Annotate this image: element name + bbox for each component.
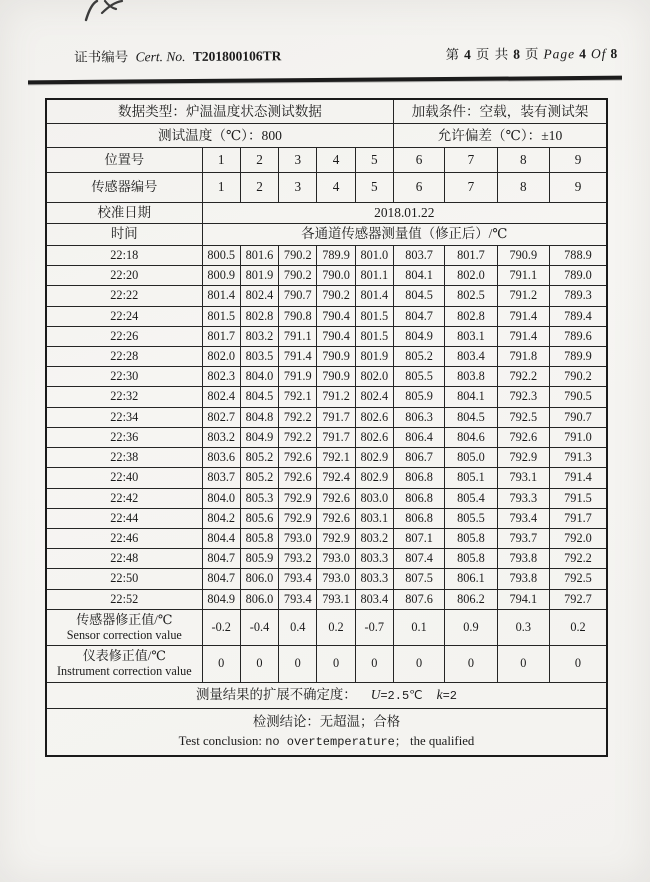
data-row xyxy=(46,367,607,387)
sensor-correction-value: 0.4 xyxy=(279,609,317,646)
value-cell: 790.9 xyxy=(317,367,355,387)
time-cell: 22:30 xyxy=(46,367,202,387)
value-cell: 807.6 xyxy=(393,589,444,609)
uncertainty-k-value: =2 xyxy=(442,688,457,703)
uncertainty-k-symbol: k xyxy=(436,686,443,702)
value-cell: 802.8 xyxy=(445,306,497,326)
sensor-correction-value: -0.7 xyxy=(355,609,393,646)
value-cell: 792.2 xyxy=(279,407,317,427)
value-cell: 792.6 xyxy=(279,468,317,488)
value-cell: 790.9 xyxy=(317,347,355,367)
value-cell: 806.2 xyxy=(445,589,497,609)
value-cell: 789.9 xyxy=(550,347,608,367)
data-row xyxy=(46,286,607,306)
value-cell: 790.5 xyxy=(550,387,608,407)
value-cell: 804.2 xyxy=(202,508,240,528)
data-rows-body xyxy=(46,246,607,610)
value-cell: 802.4 xyxy=(355,387,393,407)
certificate-number-line xyxy=(74,44,285,65)
conclusion-zh: 检测结论：无超温；合格 xyxy=(252,713,401,729)
value-cell: 793.4 xyxy=(279,589,317,609)
value-cell: 792.9 xyxy=(317,528,355,548)
sensor-correction-value: -0.2 xyxy=(202,609,240,646)
conclusion-en-suffix: the qualified xyxy=(410,733,475,748)
value-cell: 805.4 xyxy=(445,488,497,508)
sensor-number-value: 3 xyxy=(279,173,317,202)
value-cell: 806.1 xyxy=(445,569,497,589)
sensor-number-value: 5 xyxy=(355,173,393,202)
data-row xyxy=(46,528,607,548)
value-cell: 793.2 xyxy=(279,549,317,569)
instrument-correction-value: 0 xyxy=(279,646,317,683)
instrument-correction-value: 0 xyxy=(497,646,549,683)
value-cell: 792.4 xyxy=(317,468,355,488)
value-cell: 788.9 xyxy=(550,246,608,266)
value-cell: 802.9 xyxy=(355,468,393,488)
value-cell: 803.3 xyxy=(355,549,393,569)
value-cell: 801.5 xyxy=(355,306,393,326)
conclusion-en-mono: no overtemperature； xyxy=(265,734,407,749)
instrument-correction-row xyxy=(46,646,607,683)
value-cell: 790.0 xyxy=(317,266,355,286)
value-cell: 801.7 xyxy=(202,326,240,346)
time-cell: 22:40 xyxy=(46,468,202,488)
position-value: 2 xyxy=(240,147,278,172)
value-cell: 803.3 xyxy=(355,569,393,589)
test-temperature-cell: 测试温度（℃）：800 xyxy=(46,123,393,147)
value-cell: 791.2 xyxy=(497,286,549,306)
value-cell: 793.0 xyxy=(279,528,317,548)
value-cell: 805.5 xyxy=(393,367,444,387)
position-value: 6 xyxy=(393,147,444,172)
conclusion-row xyxy=(46,708,607,756)
value-cell: 805.2 xyxy=(393,347,444,367)
value-cell: 791.4 xyxy=(279,347,317,367)
value-cell: 793.3 xyxy=(497,488,549,508)
value-cell: 801.5 xyxy=(202,306,240,326)
value-cell: 791.9 xyxy=(279,367,317,387)
uncertainty-u-value: =2.5℃ xyxy=(380,688,423,703)
value-cell: 789.3 xyxy=(550,286,608,306)
value-cell: 790.4 xyxy=(317,306,355,326)
page-zh-suffix: 页 xyxy=(524,46,540,62)
load-condition-cell: 加载条件：空载，装有测试架 xyxy=(393,99,607,124)
value-cell: 792.2 xyxy=(279,427,317,447)
value-cell: 803.2 xyxy=(202,427,240,447)
value-cell: 801.9 xyxy=(240,266,278,286)
time-cell: 22:22 xyxy=(46,286,202,306)
time-cell: 22:52 xyxy=(46,589,202,609)
value-cell: 803.1 xyxy=(445,326,497,346)
page-number-line xyxy=(443,42,620,63)
time-cell: 22:20 xyxy=(46,266,202,286)
data-row xyxy=(46,549,607,569)
time-header-label: 时间 xyxy=(46,224,202,246)
instrument-correction-label-zh: 仪表修正值/℃ xyxy=(82,648,166,664)
data-row xyxy=(46,589,607,609)
page-total-en: 8 xyxy=(610,45,619,62)
value-cell: 804.8 xyxy=(240,407,278,427)
value-cell: 793.8 xyxy=(497,569,549,589)
value-cell: 805.0 xyxy=(445,448,497,468)
value-cell: 791.7 xyxy=(317,427,355,447)
sensor-number-value: 8 xyxy=(497,173,549,202)
value-cell: 792.2 xyxy=(497,367,549,387)
value-cell: 802.4 xyxy=(202,387,240,407)
cert-label-en: Cert. No. xyxy=(135,48,186,65)
value-cell: 789.9 xyxy=(317,246,355,266)
value-cell: 803.6 xyxy=(202,448,240,468)
page-zh-prefix: 第 xyxy=(445,47,461,63)
sensor-correction-value: 0.2 xyxy=(550,609,608,646)
value-cell: 803.4 xyxy=(355,589,393,609)
sensor-correction-label-en: Sensor correction value xyxy=(66,627,182,642)
value-cell: 802.8 xyxy=(240,306,278,326)
value-cell: 790.8 xyxy=(279,306,317,326)
uncertainty-prefix: 测量结果的扩展不确定度： xyxy=(196,686,357,702)
position-value: 3 xyxy=(279,147,317,172)
value-cell: 807.1 xyxy=(393,528,444,548)
sensor-number-value: 2 xyxy=(240,173,278,202)
value-cell: 806.0 xyxy=(240,589,278,609)
page-header xyxy=(0,0,650,66)
value-cell: 803.7 xyxy=(202,468,240,488)
value-cell: 803.2 xyxy=(240,326,278,346)
value-cell: 791.7 xyxy=(317,407,355,427)
value-cell: 804.7 xyxy=(202,549,240,569)
value-cell: 792.5 xyxy=(497,407,549,427)
value-cell: 790.2 xyxy=(317,286,355,306)
sensor-correction-value: 0.3 xyxy=(497,609,549,646)
instrument-correction-label xyxy=(46,646,202,683)
value-cell: 805.8 xyxy=(240,528,278,548)
time-cell: 22:28 xyxy=(46,347,202,367)
value-cell: 791.1 xyxy=(497,266,549,286)
value-cell: 793.4 xyxy=(497,508,549,528)
value-cell: 792.6 xyxy=(317,508,355,528)
value-cell: 806.8 xyxy=(393,508,444,528)
position-value: 4 xyxy=(317,147,355,172)
value-cell: 790.7 xyxy=(279,286,317,306)
value-cell: 793.0 xyxy=(317,569,355,589)
value-cell: 805.9 xyxy=(393,387,444,407)
uncertainty-cell xyxy=(46,682,607,708)
value-cell: 805.2 xyxy=(240,448,278,468)
value-cell: 793.1 xyxy=(317,589,355,609)
time-header-row xyxy=(46,224,607,246)
value-cell: 792.7 xyxy=(550,589,608,609)
time-cell: 22:38 xyxy=(46,448,202,468)
page-zh-mid: 页 共 xyxy=(475,46,510,62)
instrument-correction-label-en: Instrument correction value xyxy=(56,664,192,679)
data-row xyxy=(46,488,607,508)
value-cell: 793.4 xyxy=(279,569,317,589)
value-cell: 802.7 xyxy=(202,407,240,427)
data-row xyxy=(46,387,607,407)
value-cell: 801.1 xyxy=(355,266,393,286)
position-value: 7 xyxy=(445,147,497,172)
data-row xyxy=(46,569,607,589)
value-cell: 807.4 xyxy=(393,549,444,569)
page-total-zh: 8 xyxy=(513,46,521,62)
value-cell: 802.0 xyxy=(202,347,240,367)
value-cell: 791.1 xyxy=(279,326,317,346)
time-cell: 22:50 xyxy=(46,569,202,589)
value-cell: 792.9 xyxy=(497,448,549,468)
sensor-number-value: 1 xyxy=(202,173,240,202)
value-cell: 794.1 xyxy=(497,589,549,609)
value-cell: 806.3 xyxy=(393,407,444,427)
position-value: 1 xyxy=(202,147,240,172)
value-cell: 802.6 xyxy=(355,407,393,427)
value-cell: 792.1 xyxy=(317,448,355,468)
value-cell: 790.4 xyxy=(317,326,355,346)
value-cell: 804.9 xyxy=(393,326,444,346)
value-cell: 803.2 xyxy=(355,528,393,548)
value-cell: 803.8 xyxy=(445,367,497,387)
value-cell: 804.5 xyxy=(445,407,497,427)
conclusion-en xyxy=(47,732,606,751)
time-cell: 22:42 xyxy=(46,488,202,508)
value-cell: 805.6 xyxy=(240,508,278,528)
value-cell: 792.6 xyxy=(279,448,317,468)
data-row xyxy=(46,246,607,266)
header-rule xyxy=(28,76,622,84)
value-cell: 793.8 xyxy=(497,549,549,569)
value-cell: 789.4 xyxy=(550,306,608,326)
value-cell: 804.0 xyxy=(240,367,278,387)
page-en-label: Page xyxy=(543,46,576,62)
value-cell: 790.2 xyxy=(279,246,317,266)
value-cell: 804.9 xyxy=(202,589,240,609)
value-cell: 806.8 xyxy=(393,468,444,488)
value-cell: 805.1 xyxy=(445,468,497,488)
position-row xyxy=(46,147,607,172)
value-cell: 792.9 xyxy=(279,508,317,528)
value-cell: 804.1 xyxy=(393,266,444,286)
value-cell: 806.0 xyxy=(240,569,278,589)
value-cell: 805.9 xyxy=(240,549,278,569)
value-cell: 801.5 xyxy=(355,326,393,346)
data-type-cell: 数据类型：炉温温度状态测试数据 xyxy=(46,99,393,124)
time-cell: 22:32 xyxy=(46,387,202,407)
value-cell: 792.3 xyxy=(497,387,549,407)
value-cell: 791.5 xyxy=(550,488,608,508)
value-cell: 801.0 xyxy=(355,246,393,266)
sensor-number-value: 4 xyxy=(317,173,355,202)
value-cell: 791.8 xyxy=(497,347,549,367)
value-cell: 791.7 xyxy=(550,508,608,528)
cert-number: T201800106TR xyxy=(192,48,282,64)
conclusion-cell xyxy=(46,708,607,756)
sensor-correction-row xyxy=(46,609,607,646)
allowed-deviation-cell: 允许偏差（℃）：±10 xyxy=(393,123,607,147)
sensor-number-value: 6 xyxy=(393,173,444,202)
info-row-datatype xyxy=(46,99,607,124)
value-cell: 807.5 xyxy=(393,569,444,589)
page-current-zh: 4 xyxy=(463,46,472,63)
value-cell: 804.5 xyxy=(393,286,444,306)
data-row xyxy=(46,306,607,326)
value-cell: 802.0 xyxy=(445,266,497,286)
value-cell: 805.5 xyxy=(445,508,497,528)
cert-label-zh: 证书编号 xyxy=(74,49,129,65)
value-cell: 806.8 xyxy=(393,488,444,508)
sensor-correction-value: 0.1 xyxy=(393,609,444,646)
value-cell: 802.9 xyxy=(355,448,393,468)
value-cell: 805.8 xyxy=(445,528,497,548)
value-cell: 802.0 xyxy=(355,367,393,387)
value-cell: 801.7 xyxy=(445,246,497,266)
sensor-number-row xyxy=(46,173,607,202)
value-cell: 804.7 xyxy=(393,306,444,326)
time-cell: 22:46 xyxy=(46,528,202,548)
value-cell: 803.0 xyxy=(355,488,393,508)
position-value: 9 xyxy=(550,147,608,172)
value-cell: 801.6 xyxy=(240,246,278,266)
page-current-en: 4 xyxy=(579,46,587,62)
time-cell: 22:36 xyxy=(46,427,202,447)
conclusion-en-prefix: Test conclusion: xyxy=(178,733,262,748)
value-cell: 804.6 xyxy=(445,427,497,447)
sensor-number-label: 传感器编号 xyxy=(46,173,202,202)
value-cell: 791.2 xyxy=(317,387,355,407)
data-row xyxy=(46,266,607,286)
instrument-correction-value: 0 xyxy=(445,646,497,683)
sensor-correction-label-zh: 传感器修正值/℃ xyxy=(76,611,173,627)
data-row xyxy=(46,508,607,528)
instrument-correction-value: 0 xyxy=(240,646,278,683)
value-cell: 804.4 xyxy=(202,528,240,548)
value-cell: 803.4 xyxy=(445,347,497,367)
value-cell: 804.1 xyxy=(445,387,497,407)
value-cell: 791.4 xyxy=(550,468,608,488)
value-cell: 802.6 xyxy=(355,427,393,447)
sensor-correction-label xyxy=(46,609,202,646)
value-cell: 802.3 xyxy=(202,367,240,387)
value-cell: 793.0 xyxy=(317,549,355,569)
instrument-correction-value: 0 xyxy=(317,646,355,683)
value-cell: 806.7 xyxy=(393,448,444,468)
uncertainty-row xyxy=(46,682,607,708)
value-cell: 803.1 xyxy=(355,508,393,528)
instrument-correction-value: 0 xyxy=(202,646,240,683)
position-label: 位置号 xyxy=(46,147,202,172)
value-cell: 793.7 xyxy=(497,528,549,548)
position-value: 5 xyxy=(355,147,393,172)
info-row-temperature xyxy=(46,123,607,147)
value-cell: 801.4 xyxy=(355,286,393,306)
value-cell: 792.5 xyxy=(550,569,608,589)
value-cell: 790.9 xyxy=(497,246,549,266)
value-cell: 789.6 xyxy=(550,326,608,346)
position-value: 8 xyxy=(497,147,549,172)
data-row xyxy=(46,448,607,468)
value-cell: 801.9 xyxy=(355,347,393,367)
value-cell: 806.4 xyxy=(393,427,444,447)
value-cell: 800.9 xyxy=(202,266,240,286)
value-cell: 790.2 xyxy=(550,367,608,387)
value-cell: 790.2 xyxy=(279,266,317,286)
value-cell: 805.2 xyxy=(240,468,278,488)
calibration-date-value: 2018.01.22 xyxy=(202,202,607,224)
value-cell: 792.2 xyxy=(550,549,608,569)
calibration-date-row xyxy=(46,202,607,224)
value-cell: 789.0 xyxy=(550,266,608,286)
value-cell: 791.0 xyxy=(550,427,608,447)
data-row xyxy=(46,347,607,367)
value-cell: 802.4 xyxy=(240,286,278,306)
data-row xyxy=(46,407,607,427)
sensor-correction-value: 0.9 xyxy=(445,609,497,646)
value-cell: 804.0 xyxy=(202,488,240,508)
value-cell: 800.5 xyxy=(202,246,240,266)
uncertainty-u-symbol: U xyxy=(370,686,381,702)
value-cell: 804.7 xyxy=(202,569,240,589)
value-cell: 792.6 xyxy=(497,427,549,447)
instrument-correction-value: 0 xyxy=(393,646,444,683)
value-cell: 792.1 xyxy=(279,387,317,407)
page-en-of: Of xyxy=(590,46,607,62)
time-cell: 22:34 xyxy=(46,407,202,427)
data-row xyxy=(46,427,607,447)
value-cell: 791.4 xyxy=(497,326,549,346)
value-cell: 805.8 xyxy=(445,549,497,569)
calibration-date-label: 校准日期 xyxy=(46,202,202,224)
value-cell: 801.4 xyxy=(202,286,240,306)
sensor-correction-value: 0.2 xyxy=(317,609,355,646)
value-cell: 803.7 xyxy=(393,246,444,266)
value-cell: 791.3 xyxy=(550,448,608,468)
instrument-correction-value: 0 xyxy=(550,646,608,683)
value-cell: 792.0 xyxy=(550,528,608,548)
value-cell: 792.6 xyxy=(317,488,355,508)
value-cell: 791.4 xyxy=(497,306,549,326)
time-cell: 22:48 xyxy=(46,549,202,569)
value-cell: 803.5 xyxy=(240,347,278,367)
sensor-correction-value: -0.4 xyxy=(240,609,278,646)
data-row xyxy=(46,468,607,488)
time-cell: 22:18 xyxy=(46,246,202,266)
value-cell: 804.5 xyxy=(240,387,278,407)
time-cell: 22:24 xyxy=(46,306,202,326)
value-cell: 805.3 xyxy=(240,488,278,508)
data-row xyxy=(46,326,607,346)
time-cell: 22:44 xyxy=(46,508,202,528)
value-cell: 802.5 xyxy=(445,286,497,306)
sensor-number-value: 9 xyxy=(550,173,608,202)
value-cell: 792.9 xyxy=(279,488,317,508)
sensor-number-value: 7 xyxy=(445,173,497,202)
time-cell: 22:26 xyxy=(46,326,202,346)
instrument-correction-value: 0 xyxy=(355,646,393,683)
channel-values-header: 各通道传感器测量值（修正后）/℃ xyxy=(202,224,607,246)
value-cell: 804.9 xyxy=(240,427,278,447)
measurement-table xyxy=(45,98,608,757)
value-cell: 793.1 xyxy=(497,468,549,488)
value-cell: 790.7 xyxy=(550,407,608,427)
